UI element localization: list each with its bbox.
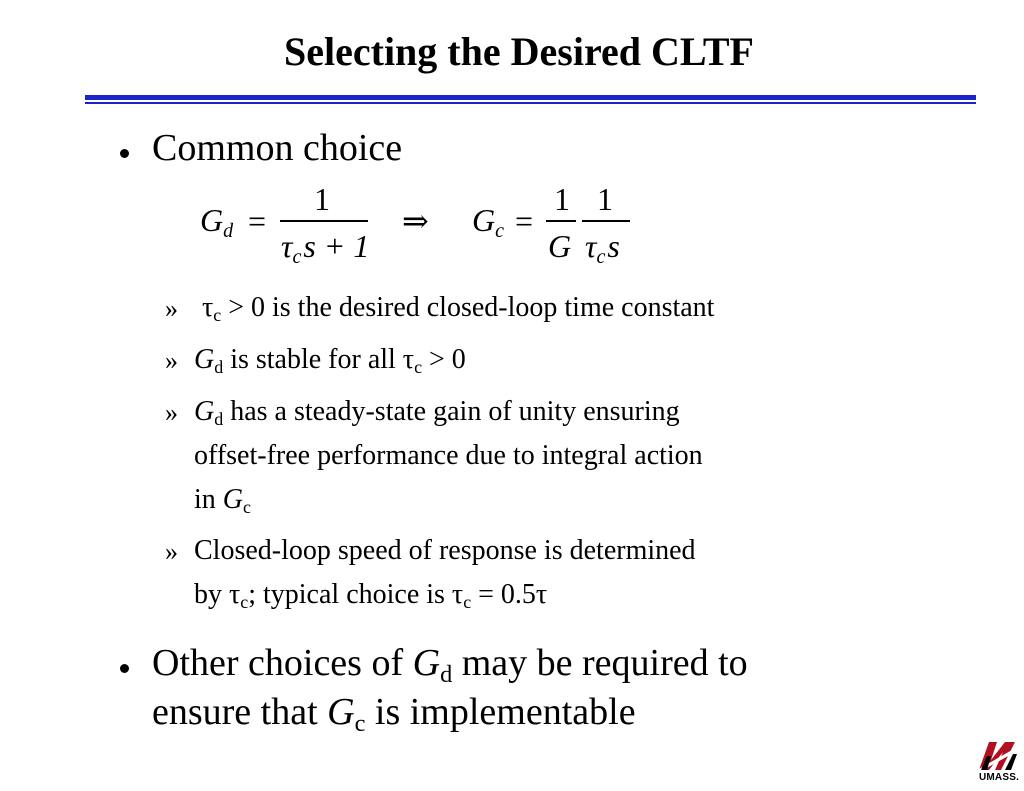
bullet-common-choice: Common choice — [152, 127, 403, 169]
eq-numerator-1: 1 — [314, 181, 330, 217]
title-rule-thick — [85, 95, 976, 100]
eq-equals-2: = — [515, 203, 534, 239]
subbullet-marker: » — [165, 346, 178, 375]
fraction-bar-2b — [582, 220, 630, 222]
fraction-bar-2a — [546, 220, 576, 222]
subbullet-marker: » — [165, 294, 178, 323]
eq-gc-symbol: G — [472, 202, 496, 238]
bullet-other-choices: Other choices of $G_d$ may be required to ensure that $G_c$ is implementable — [152, 642, 748, 737]
eq-numerator-2a: 1 — [554, 181, 570, 217]
slide-title: Selecting the Desired CLTF — [284, 29, 754, 74]
bullet-dot — [120, 664, 129, 673]
eq-tau: τ — [281, 228, 293, 264]
subbullet-tau-c: $\tau_c > 0$ is the desired closed-loop time constant — [202, 292, 715, 326]
subbullet-steady-state-gain: $G_d$ has a steady-state gain of unity ensuring offset-free performance due to integral action in $G_c$ — [194, 396, 703, 518]
subbullet-gd-stable: $G_d$ is stable for all $\tau_c > 0$ — [194, 344, 466, 378]
eq-gd-symbol: G — [200, 202, 224, 238]
umass-logo-text: UMASS. — [978, 772, 1020, 783]
title-rule-thin — [85, 102, 976, 104]
implies-arrow: ⇒ — [402, 203, 429, 239]
eq-equals-1: = — [248, 203, 267, 239]
subbullet-speed-of-response: Closed-loop speed of response is determined by $\tau_c$; typical choice is $\tau_c = 0.5\tau$ — [194, 535, 696, 613]
bullet-dot — [120, 149, 129, 158]
fraction-bar-1 — [280, 220, 368, 222]
eq-numerator-2b: 1 — [597, 181, 613, 217]
subbullet-marker: » — [165, 398, 178, 427]
subbullet-marker: » — [165, 537, 178, 566]
eq-denominator-2a: G — [548, 228, 572, 264]
